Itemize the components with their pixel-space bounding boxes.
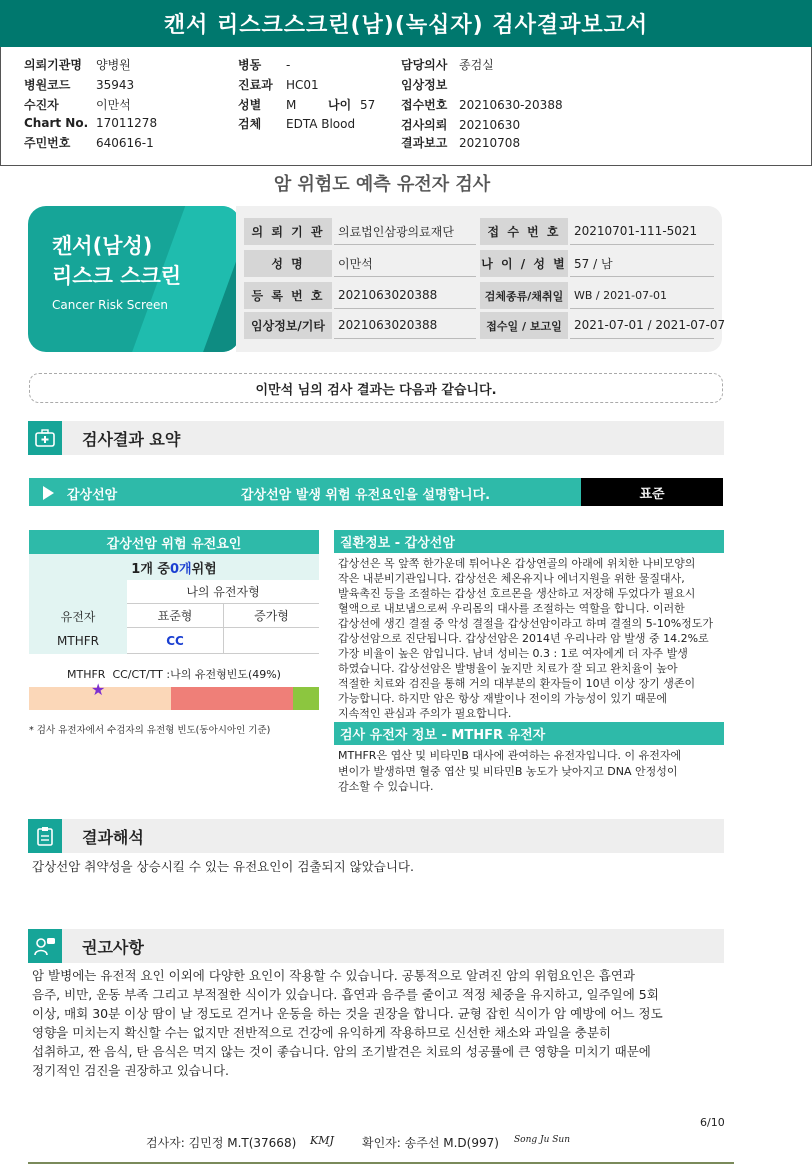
field-label: 주민번호 [24, 136, 71, 150]
risk-count-number: 0개 [169, 561, 192, 577]
info-label: 등 록 번 호 [244, 282, 332, 309]
my-genotype-header: 나의 유전자형 [127, 580, 319, 604]
field-value: 35943 [96, 78, 135, 92]
page-number: 6/10 [700, 1116, 725, 1129]
text-line: MTHFR은 엽산 및 비타민B 대사에 관여하는 유전자입니다. 이 유전자에 [338, 749, 682, 762]
info-label: 접수일 / 보고일 [480, 312, 568, 339]
header-field-resident-no [24, 134, 154, 151]
section-title: 검사결과 요약 [82, 429, 181, 449]
info-label: 나 이 / 성 별 [480, 250, 568, 277]
text-line: 감소할 수 있습니다. [338, 780, 434, 793]
text-line: 이상, 매회 30분 이상 땀이 날 정도로 걷거나 운동을 하는 것을 권장을 합니다. 균형 잡힌 식이가 암 예방에 어느 정도 [32, 1006, 663, 1021]
field-label: 병동 [238, 58, 262, 72]
banner-title-line2: 리스크 스크린 [52, 264, 182, 288]
field-value: 20210630-20388 [459, 98, 563, 112]
info-value: WB / 2021-07-01 [570, 282, 714, 309]
field-value: 양병원 [96, 58, 131, 72]
header-field-dept [238, 76, 319, 93]
text-line: 지속적인 관심과 주의가 필요합니다. [338, 707, 512, 720]
field-value: 17011278 [96, 116, 158, 130]
text-line: 정기적인 검진을 권장하고 있습니다. [32, 1063, 230, 1078]
risk-count [29, 554, 319, 580]
text-line: 영향을 미치는지 확신할 수는 없지만 전반적으로 건강에 유익하게 작용하므로 신선한 채소와 과일을 충분히 [32, 1025, 611, 1040]
banner-subtitle: Cancer Risk Screen [52, 298, 169, 312]
frequency-footnote: * 검사 유전자에서 수검자의 유전형 빈도(동아시아인 기준) [29, 725, 271, 736]
risk-count-post: 위험 [191, 561, 217, 577]
header-field-age [328, 96, 375, 113]
section-summary [28, 421, 724, 455]
info-value: 57 / 남 [570, 250, 714, 277]
text-line: 갑상선암으로 진단됩니다. 갑상선암은 2014년 우리나라 암 발생 중 14.2%로 [338, 632, 709, 645]
col-increase-header: 증가형 [223, 604, 319, 628]
risk-table-header: 갑상선암 위험 유전요인 [29, 530, 319, 554]
field-label: 병원코드 [24, 78, 71, 92]
gene-info-text [338, 748, 726, 795]
field-label: 검체 [238, 117, 262, 131]
header-field-request-date [401, 116, 520, 133]
product-banner [28, 206, 240, 352]
header-field-doctor [401, 56, 494, 73]
play-arrow-icon [43, 486, 54, 500]
section-title: 결과해석 [82, 827, 144, 847]
header-field-receipt-no [401, 96, 563, 113]
text-line: 혈액으로 내보냄으로써 우리몸의 대사를 조절하는 역할을 합니다. 이러한 [338, 602, 685, 615]
gene-name: MTHFR [29, 628, 127, 654]
tester-info: 검사자: 김민정 M.T(37668) [146, 1136, 297, 1150]
field-value: M [286, 98, 297, 112]
field-label: 수진자 [24, 98, 59, 112]
info-label: 성 명 [244, 250, 332, 277]
result-row-thyroid [29, 478, 581, 506]
cancer-name: 갑상선암 [67, 488, 118, 503]
field-label: 임상정보 [401, 78, 448, 92]
field-value: 이만석 [96, 98, 131, 112]
star-icon: ★ [91, 680, 106, 699]
field-label: 담당의사 [401, 58, 448, 72]
confirmer-info: 확인자: 송주선 M.D(997) [362, 1136, 499, 1150]
col-gene-header: 유전자 [29, 604, 127, 628]
text-line: 가능합니다. 하지만 암은 항상 재발이나 전이의 가능성이 있기 때문에 [338, 692, 667, 705]
text-line: 암 발병에는 유전적 요인 이외에 다양한 요인이 작용할 수 있습니다. 공통적으로 알려진 암의 위험요인은 흡연과 [32, 968, 635, 983]
result-notice: 이만석 님의 검사 결과는 다음과 같습니다. [29, 373, 723, 403]
field-value: - [286, 58, 291, 72]
info-value: 2021063020388 [334, 312, 476, 339]
gene-info-header: 검사 유전자 정보 - MTHFR 유전자 [334, 722, 724, 745]
field-value: 57 [360, 98, 376, 112]
header-field-ward [238, 56, 290, 73]
medical-kit-icon [28, 421, 62, 455]
disease-info-header: 질환정보 - 갑상선암 [334, 530, 724, 553]
frequency-segment [293, 687, 319, 710]
section-interpretation [28, 819, 724, 853]
section-recommendation [28, 929, 724, 963]
footer-divider [28, 1162, 734, 1164]
genotype-frequency-label: MTHFR CC/CT/TT :나의 유전형빈도(49%) [67, 668, 281, 681]
info-label: 검체종류/채취일 [480, 282, 568, 309]
field-label: 검사의뢰 [401, 118, 448, 132]
info-value: 의료법인삼광의료재단 [334, 218, 476, 245]
field-label: 결과보고 [401, 136, 448, 150]
header-field-report-date [401, 134, 520, 151]
text-line: 음주, 비만, 운동 부족 그리고 부적절한 식이가 있습니다. 흡연과 음주를 줄이고 적정 체중을 유지하고, 일주일에 5회 [32, 987, 659, 1002]
field-value: EDTA Blood [286, 117, 356, 131]
header-field-chart-no [24, 116, 157, 130]
banner-title-line1: 캔서(남성) [52, 234, 153, 258]
genotype-increase [223, 628, 319, 654]
confirmer-signature: Song Ju Sun [514, 1135, 571, 1145]
field-value: 종검실 [459, 58, 494, 72]
header-field-patient [24, 96, 131, 113]
genotype-standard: CC [127, 628, 223, 654]
header-field-specimen [238, 115, 355, 132]
info-value: 이만석 [334, 250, 476, 277]
header-field-hospital-code [24, 76, 134, 93]
text-line: 가장 비율이 높은 암입니다. 남녀 성비는 0.3 : 1로 여자에게 더 자주 발생 [338, 647, 688, 660]
text-line: 발육촉진 등을 조절하는 갑상선 호르몬을 생산하고 저장해 두었다가 필요시 [338, 587, 696, 600]
disease-info-text [338, 556, 726, 721]
info-label: 의 뢰 기 관 [244, 218, 332, 245]
result-description: 갑상선암 발생 위험 유전요인을 설명합니다. [241, 488, 491, 503]
frequency-segment [171, 687, 293, 710]
consultation-icon [28, 929, 62, 963]
field-label: 접수번호 [401, 98, 448, 112]
recommendation-text [32, 966, 752, 1080]
text-line: 섭취하고, 짠 음식, 탄 음식은 먹지 않는 것이 좋습니다. 암의 조기발견은 치료의 성공률에 큰 영향을 미치기 때문에 [32, 1044, 651, 1059]
text-line: 갑상선은 목 앞쪽 한가운데 튀어나온 갑상연골의 아래에 위치한 나비모양의 [338, 557, 696, 570]
report-title: 캔서 리스크스크린(남)(녹십자) 검사결과보고서 [0, 0, 812, 47]
header-field-hospital [24, 56, 131, 73]
header-field-sex [238, 96, 296, 113]
field-label: 나이 [328, 98, 352, 112]
risk-count-pre: 1개 중 [131, 561, 170, 577]
header-field-clinical [401, 76, 459, 93]
field-value: 20210708 [459, 136, 521, 150]
info-label: 접 수 번 호 [480, 218, 568, 245]
info-value: 2021-07-01 / 2021-07-07 [570, 312, 714, 339]
text-line: 갑상선에 생긴 결절 중 악성 결절을 갑상선암이라고 하며 결절의 5-10%정도가 [338, 617, 714, 630]
field-label: 의뢰기관명 [24, 58, 82, 72]
table-spacer [29, 580, 127, 604]
col-standard-header: 표준형 [127, 604, 223, 628]
text-line: 변이가 발생하면 혈중 엽산 및 비타민B 농도가 낮아지고 DNA 안정성이 [338, 764, 678, 778]
section-title: 권고사항 [82, 937, 144, 957]
text-line: 작은 내분비기관입니다. 갑상선은 체온유지나 에너지원을 위한 물질대사, [338, 572, 685, 585]
text-line: 적절한 치료와 검진을 통해 거의 대부분의 환자들이 10년 이상 장기 생존이 [338, 677, 696, 690]
interpretation-text: 갑상선암 취약성을 상승시킬 수 있는 유전요인이 검출되지 않았습니다. [32, 859, 414, 874]
field-label: 진료과 [238, 78, 273, 92]
info-label: 임상정보/기타 [244, 312, 332, 339]
text-line: 하였습니다. 갑상선암은 발병율이 높지만 치료가 잘 되고 완치율이 높아 [338, 662, 678, 675]
risk-grade-badge: 표준 [581, 478, 723, 506]
field-value: HC01 [286, 78, 319, 92]
clipboard-icon [28, 819, 62, 853]
field-value: 640616-1 [96, 136, 154, 150]
info-value: 20210701-111-5021 [570, 218, 714, 245]
field-label: 성별 [238, 98, 262, 112]
page-subtitle: 암 위험도 예측 유전자 검사 [273, 174, 491, 195]
tester-signature: KMJ [310, 1134, 334, 1147]
field-label: Chart No. [24, 116, 89, 130]
field-value: 20210630 [459, 118, 521, 132]
info-value: 2021063020388 [334, 282, 476, 309]
